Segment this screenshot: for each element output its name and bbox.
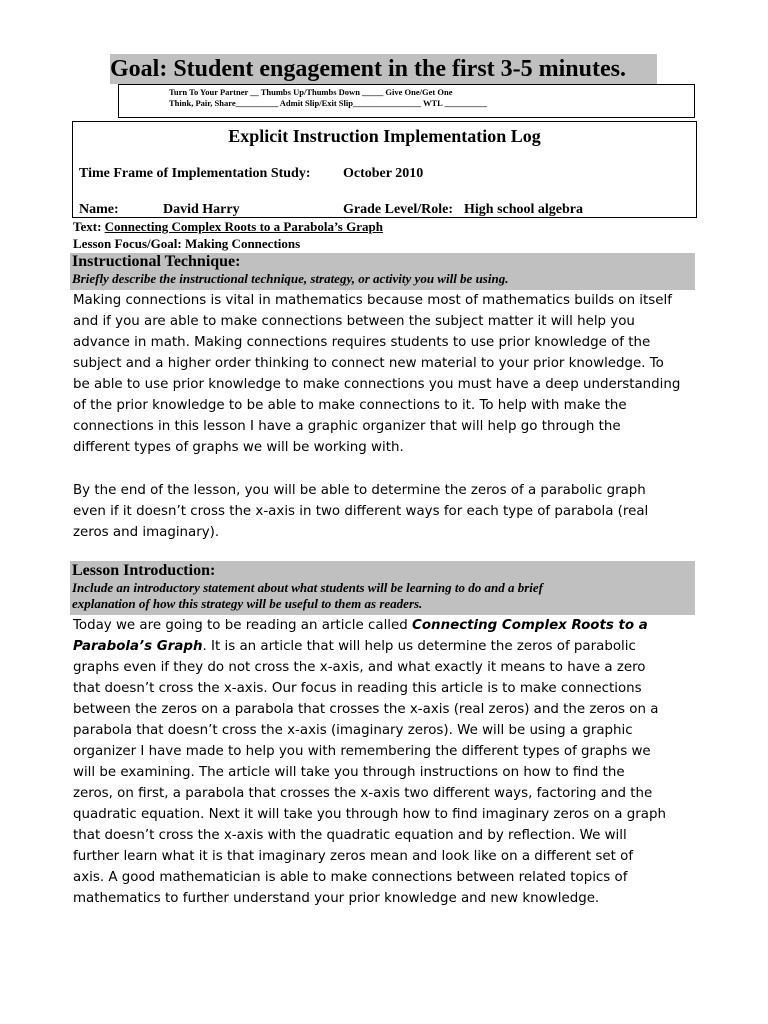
- text-line: subject and a higher order thinking to connect new material to your prior knowledge. To: [73, 356, 664, 371]
- name-value: David Harry: [163, 202, 240, 217]
- name-label: Name:: [79, 202, 119, 217]
- technique-heading: Instructional Technique:: [72, 253, 241, 270]
- text-line: organizer I have made to help you with remembering the different types of graphs we: [73, 744, 651, 759]
- text-line: zeros and imaginary).: [73, 525, 220, 540]
- text-line: Parabola’s Graph. It is an article that will help us determine the zeros of parabolic: [73, 639, 636, 654]
- text-title: Connecting Complex Roots to a Parabola’s Graph: [104, 219, 383, 234]
- engagement-strategies-box: [118, 84, 695, 118]
- text-line: quadratic equation. Next it will take you through how to find imaginary zeros on a graph: [73, 807, 666, 822]
- lesson-focus: [73, 236, 300, 252]
- text-line: further learn what it is that imaginary zeros mean and look like on a different set of: [73, 849, 634, 864]
- grade-label: Grade Level/Role:: [343, 202, 454, 217]
- timeframe-label: Time Frame of Implementation Study:: [79, 166, 311, 181]
- strategy-line-2: Think, Pair, Share__________ Admit Slip/Exit Slip________________ WTL __________: [169, 98, 487, 108]
- text-label: Text:: [73, 219, 102, 234]
- introduction-header: [70, 561, 695, 615]
- introduction-body: [73, 615, 698, 909]
- text-line: By the end of the lesson, you will be able to determine the zeros of a parabolic graph: [73, 483, 646, 498]
- text-line: different types of graphs we will be working with.: [73, 440, 404, 455]
- text-line: axis. A good mathematician is able to make connections between related topics of: [73, 870, 628, 885]
- article-title: Connecting Complex Roots to a: [412, 618, 648, 633]
- timeframe-value: October 2010: [343, 166, 424, 181]
- introduction-heading: Lesson Introduction:: [72, 562, 216, 579]
- technique-header: [70, 253, 695, 290]
- introduction-instruction-line: explanation of how this strategy will be useful to them as readers.: [72, 596, 423, 611]
- article-title-cont: Parabola’s Graph: [73, 639, 203, 654]
- text-line: that doesn’t cross the x-axis. Our focus in reading this article is to make connections: [73, 681, 642, 696]
- text-line: connections in this lesson I have a graphic organizer that will help go through the: [73, 419, 621, 434]
- lesson-goal-statement: [73, 480, 698, 543]
- text-line: will be examining. The article will take you through instructions on how to find the: [73, 765, 625, 780]
- grade-value: High school algebra: [464, 202, 584, 217]
- text-line: between the zeros on a parabola that crosses the x-axis (real zeros) and the zeros on a: [73, 702, 659, 717]
- text-line: parabola that doesn’t cross the x-axis (imaginary zeros). We will be using a graphic: [73, 723, 633, 738]
- text-line: and if you are able to make connections between the subject matter it will help you: [73, 314, 635, 329]
- text-line: of the prior knowledge to be able to make connections to it. To help with make the: [73, 398, 627, 413]
- text-reference: [73, 219, 383, 235]
- strategy-line-1: Turn To Your Partner __ Thumbs Up/Thumbs Down _____ Give One/Get One: [169, 87, 453, 97]
- text-line: zeros, on first, a parabola that crosses the x-axis two different ways, factoring and the: [73, 786, 653, 801]
- text-line: that doesn’t cross the x-axis with the quadratic equation and by reflection. We will: [73, 828, 627, 843]
- text-line: Today we are going to be reading an article called Connecting Complex Roots to a: [73, 618, 648, 633]
- log-title: Explicit Instruction Implementation Log: [228, 126, 541, 146]
- technique-instruction: Briefly describe the instructional technique, strategy, or activity you will be using.: [72, 271, 509, 286]
- text-line: graphs even if they do not cross the x-axis, and what exactly it means to have a zero: [73, 660, 646, 675]
- focus-label: Lesson Focus/Goal:: [73, 236, 182, 251]
- text-line: be able to use prior knowledge to make connections you must have a deep understanding: [73, 377, 681, 392]
- goal-title: Goal: Student engagement in the first 3-5 minutes.: [110, 54, 657, 84]
- text-line: advance in math. Making connections requires students to use prior knowledge of the: [73, 335, 651, 350]
- text-line: mathematics to further understand your prior knowledge and new knowledge.: [73, 891, 600, 906]
- text-line: Making connections is vital in mathematics because most of mathematics builds on itself: [73, 293, 672, 308]
- implementation-log-box: [72, 121, 697, 218]
- text-line: even if it doesn’t cross the x-axis in two different ways for each type of parabola (real: [73, 504, 649, 519]
- focus-value: Making Connections: [184, 236, 301, 251]
- technique-description: [73, 290, 698, 458]
- introduction-instruction-line: Include an introductory statement about what students will be learning to do and a brief: [72, 580, 543, 595]
